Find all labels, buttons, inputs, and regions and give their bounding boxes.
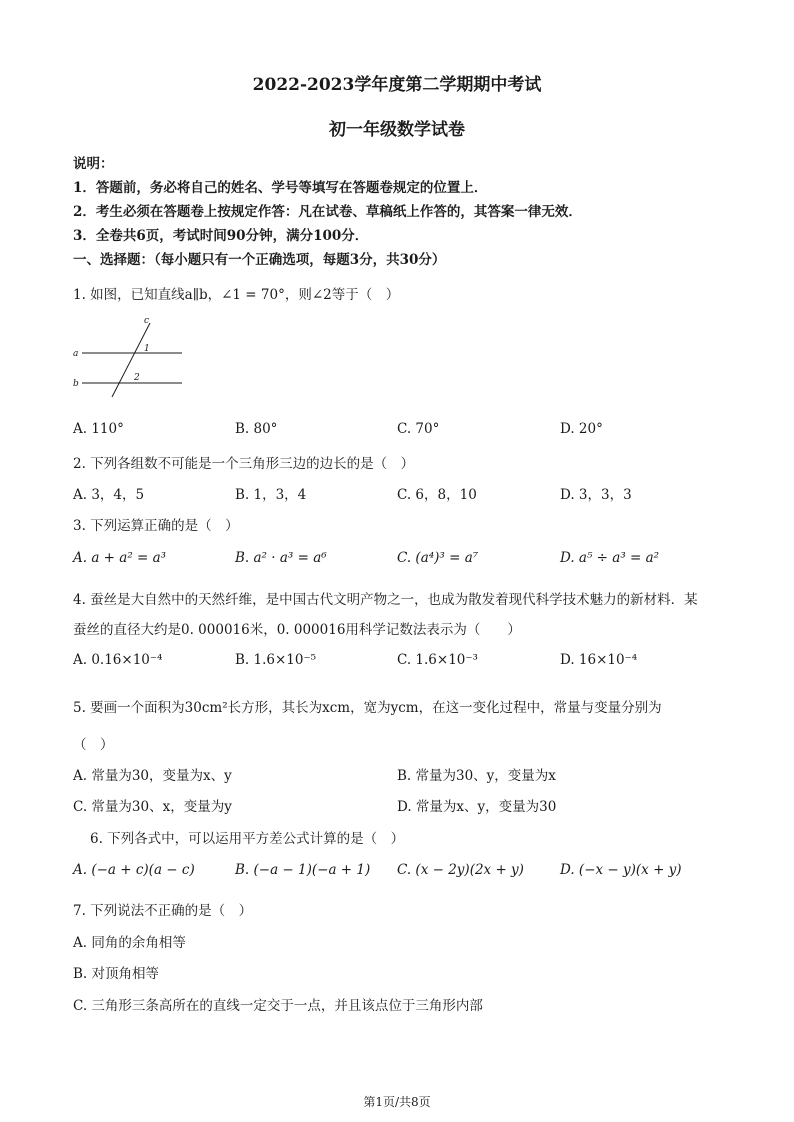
option-d: D. 20°	[560, 421, 603, 437]
question-stem-line-1: 4. 蚕丝是大自然中的天然纤维，是中国古代文明产物之一，也成为散发着现代科学技术魅力的新材料．某	[73, 592, 698, 608]
option-b: B. 1.6×10⁻⁵	[235, 652, 316, 668]
instruction-item: 3．全卷共6页，考试时间90分钟，满分100分．	[73, 228, 369, 244]
question-stem: 7. 下列说法不正确的是（ ）	[73, 903, 253, 919]
option-b: B. a² · a³ = a⁶	[235, 550, 327, 566]
option-c: C. 常量为30、x，变量为y	[73, 799, 232, 815]
instruction-item: 1．答题前，务必将自己的姓名、学号等填写在答题卷规定的位置上．	[73, 180, 488, 196]
option-d: D. 3，3，3	[560, 487, 632, 503]
option-c: C. (a⁴)³ = a⁷	[397, 550, 479, 566]
label-b: b	[73, 379, 79, 389]
option-a: A. 110°	[73, 421, 124, 437]
option-b: B. 对顶角相等	[73, 966, 160, 982]
instructions-label: 说明：	[73, 156, 114, 172]
label-angle-1: 1	[144, 344, 150, 354]
question-stem: 3. 下列运算正确的是（ ）	[73, 518, 239, 534]
option-c: C. 70°	[397, 421, 440, 437]
label-angle-2: 2	[134, 373, 140, 383]
label-a: a	[73, 349, 79, 359]
label-c: c	[144, 316, 150, 326]
option-a: A. 3，4，5	[73, 487, 145, 503]
option-b: B. (−a − 1)(−a + 1)	[235, 862, 371, 878]
option-c: C. (x − 2y)(2x + y)	[397, 862, 524, 878]
option-c: C. 1.6×10⁻³	[397, 652, 478, 668]
line-c	[112, 323, 150, 397]
option-d: D. a⁵ ÷ a³ = a²	[560, 550, 660, 566]
option-a: A. a + a² = a³	[73, 550, 167, 566]
question-stem-line-2: （ ）	[73, 737, 114, 753]
exam-subtitle: 初一年级数学试卷	[329, 120, 465, 140]
option-a: A. (−a + c)(a − c)	[73, 862, 195, 878]
instruction-item: 2．考生必须在答题卷上按规定作答：凡在试卷、草稿纸上作答的，其答案一律无效．	[73, 204, 582, 220]
question-stem-line-2: 蚕丝的直径大约是0. 000016米，0. 000016用科学记数法表示为（ ）	[73, 622, 521, 638]
parallel-lines-figure	[70, 313, 185, 398]
option-d: D. 常量为x、y，变量为30	[397, 799, 557, 815]
section-heading: 一、选择题：（每小题只有一个正确选项，每题3分，共30分）	[73, 252, 446, 268]
question-stem: 6. 下列各式中，可以运用平方差公式计算的是（ ）	[90, 831, 405, 847]
option-a: A. 常量为30，变量为x、y	[73, 768, 232, 784]
option-b: B. 1，3，4	[235, 487, 307, 503]
option-c: C. 三角形三条高所在的直线一定交于一点，并且该点位于三角形内部	[73, 998, 483, 1014]
option-b: B. 80°	[235, 421, 278, 437]
option-b: B. 常量为30、y，变量为x	[397, 768, 556, 784]
option-a: A. 0.16×10⁻⁴	[73, 652, 163, 668]
option-a: A. 同角的余角相等	[73, 935, 186, 951]
option-d: D. 16×10⁻⁴	[560, 652, 638, 668]
question-stem-line-1: 5. 要画一个面积为30cm²长方形，其长为xcm，宽为ycm，在这一变化过程中，常量与变量分别为	[73, 700, 662, 716]
option-c: C. 6，8，10	[397, 487, 477, 503]
exam-title: 2022-2023学年度第二学期期中考试	[252, 75, 542, 95]
page-number: 第1页/共8页	[363, 1095, 431, 1109]
question-stem: 2. 下列各组数不可能是一个三角形三边的边长的是（ ）	[73, 456, 415, 472]
option-d: D. (−x − y)(x + y)	[560, 862, 682, 878]
question-stem: 1. 如图，已知直线a∥b，∠1 = 70°，则∠2等于（ ）	[73, 287, 400, 303]
